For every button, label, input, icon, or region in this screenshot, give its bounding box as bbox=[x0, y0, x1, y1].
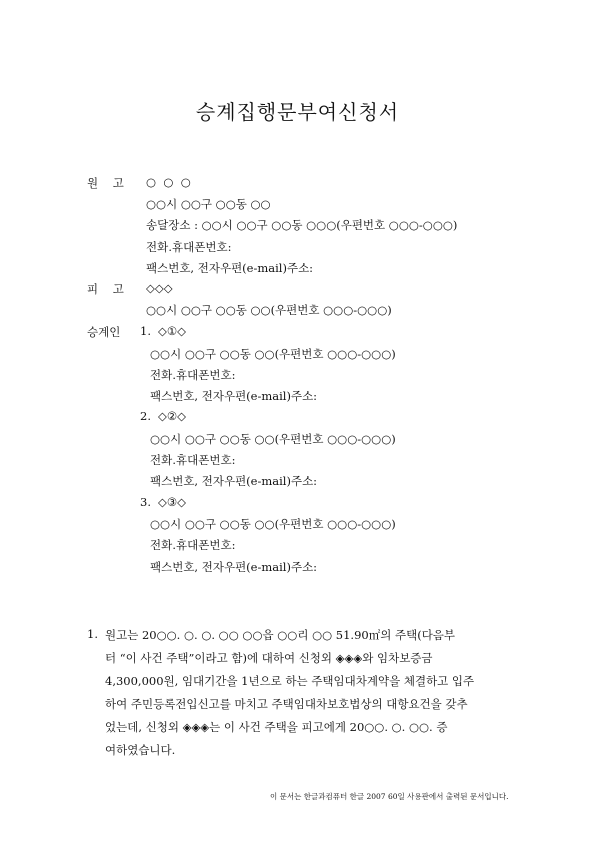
successor-phone: 전화․휴대폰번호: bbox=[150, 368, 236, 382]
successor-address: ○○시 ○○구 ○○동 ○○(우편번호 ○○○-○○○) bbox=[150, 347, 396, 361]
successor-number: 3. bbox=[140, 495, 151, 509]
defendant-name: ◇◇◇ bbox=[146, 281, 173, 295]
paragraph-line: 하여 주민등록전입신고를 마치고 주택임대차보호법상의 대항요건을 갖추 bbox=[105, 697, 468, 711]
footer-note: 이 문서는 한글과컴퓨터 한글 2007 60일 사용판에서 출력된 문서입니다. bbox=[270, 792, 509, 801]
paragraph-number: 1. bbox=[87, 627, 98, 641]
paragraph-line: 4,300,000원, 임대기간을 1년으로 하는 주택임대차계약을 체결하고 입주 bbox=[105, 674, 475, 688]
plaintiff-phone: 전화․휴대폰번호: bbox=[146, 240, 232, 254]
paragraph-line: 원고는 20○○. ○. ○. ○○ ○○읍 ○○리 ○○ 51.90㎡의 주택(다음부 bbox=[105, 628, 456, 642]
successor-address: ○○시 ○○구 ○○동 ○○(우편번호 ○○○-○○○) bbox=[150, 432, 396, 446]
successor-fax-email: 팩스번호, 전자우편(e-mail)주소: bbox=[150, 560, 318, 574]
successor-name: ◇②◇ bbox=[158, 409, 186, 423]
successor-number: 2. bbox=[140, 409, 151, 423]
successor-label: 승계인 bbox=[87, 325, 121, 339]
successor-fax-email: 팩스번호, 전자우편(e-mail)주소: bbox=[150, 389, 318, 403]
plaintiff-fax-email: 팩스번호, 전자우편(e-mail)주소: bbox=[146, 261, 314, 275]
defendant-address: ○○시 ○○구 ○○동 ○○(우편번호 ○○○-○○○) bbox=[146, 303, 392, 317]
plaintiff-address: ○○시 ○○구 ○○동 ○○ bbox=[146, 197, 271, 211]
successor-name: ◇③◇ bbox=[158, 495, 186, 509]
paragraph-line: 여하였습니다. bbox=[105, 743, 176, 757]
plaintiff-delivery-address: 송달장소 : ○○시 ○○구 ○○동 ○○○(우편번호 ○○○-○○○) bbox=[146, 218, 458, 232]
paragraph-line: 었는데, 신청외 ◈◈◈는 이 사건 주택을 피고에게 20○○. ○. ○○. 증 bbox=[105, 720, 448, 734]
successor-phone: 전화․휴대폰번호: bbox=[150, 538, 236, 552]
successor-phone: 전화․휴대폰번호: bbox=[150, 453, 236, 467]
document-title: 승계집행문부여신청서 bbox=[195, 100, 400, 124]
successor-number: 1. bbox=[140, 324, 151, 338]
paragraph-line: 터 “이 사건 주택”이라고 함)에 대하여 신청외 ◈◈◈와 임차보증금 bbox=[105, 651, 433, 665]
successor-address: ○○시 ○○구 ○○동 ○○(우편번호 ○○○-○○○) bbox=[150, 517, 396, 531]
successor-fax-email: 팩스번호, 전자우편(e-mail)주소: bbox=[150, 474, 318, 488]
plaintiff-label: 원 고 bbox=[87, 176, 124, 190]
defendant-label: 피 고 bbox=[87, 282, 124, 296]
plaintiff-name: ○ ○ ○ bbox=[146, 175, 191, 189]
successor-name: ◇①◇ bbox=[158, 324, 186, 338]
